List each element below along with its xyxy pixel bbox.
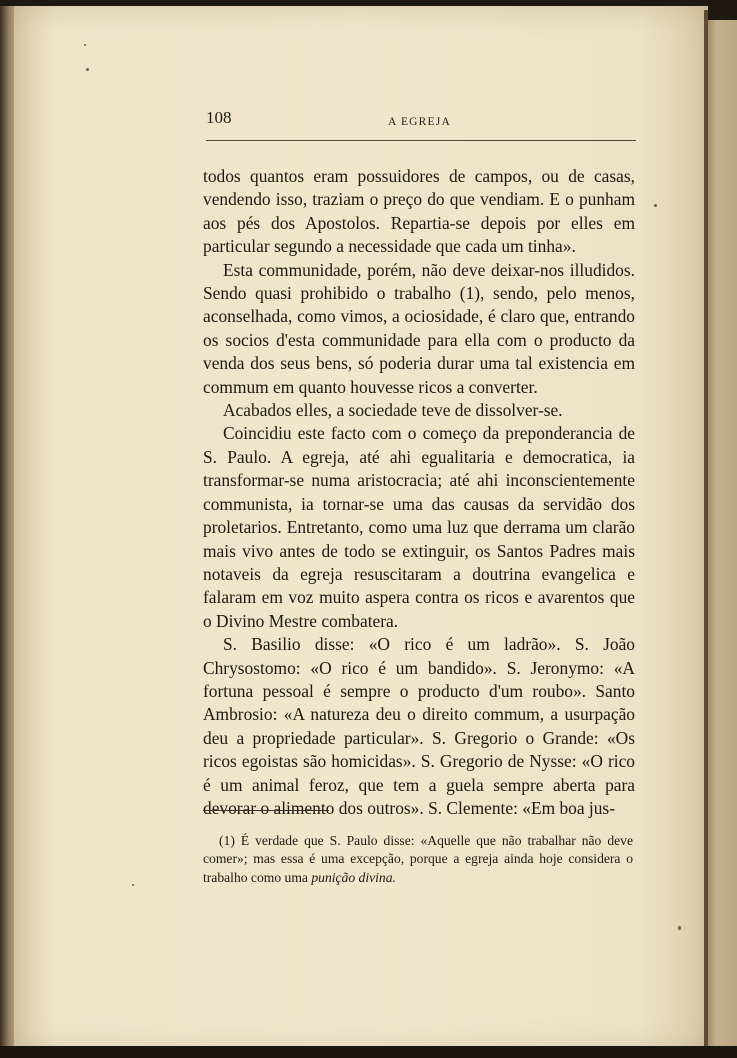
adjacent-page-edge — [706, 20, 737, 1050]
paper-speck — [678, 926, 681, 930]
paper-speck — [84, 44, 86, 46]
footnote-marker: (1) — [219, 833, 235, 848]
paragraph: Esta communidade, porém, não deve deixar-nos illudidos. Sendo quasi prohibido o trabalho (1), sendo, pelo menos, aconselhada, como vimos, a ociosidade, é claro que, entrando os socios d'esta communidade para ella com o producto da venda dos seus bens, só poderia durar uma tal existencia em commum em quanto houvesse ricos a converter. — [203, 259, 635, 397]
footnote-emphasis: punição divina. — [311, 869, 396, 885]
paragraph: S. Basilio disse: «O rico é um ladrão». S. João Chrysostomo: «O rico é um bandido». S. Jeronymo: «A fortuna pessoal é sempre o producto d'um roubo». Santo Ambrosio: «A natureza deu o direito commum, a usurpação deu a propriedade particular». S. Gregorio o Grande: «Os ricos egoistas são homicidas». S. Gregorio de Nysse: «O rico é um animal feroz, que tem a guela sempre aberta para devorar o alimento dos outros». S. Clemente: «Em boa jus- — [203, 634, 635, 818]
body-text — [203, 165, 635, 820]
paragraph: Coincidiu este facto com o começo da preponderancia de S. Paulo. A egreja, até ahi egualitaria e democratica, ia transformar-se numa aristocracia; até ahi inconscientemente communista, ia tornar-se uma das causas da servidão dos proletarios. Entretanto, como uma luz que derrama um clarão mais vivo antes de todo se extinguir, os Santos Padres mais notaveis da egreja resuscitaram a doutrina evangelica e falaram em voz muito aspera contra os ricos e avarentos que o Divino Mestre combatera. — [203, 423, 635, 631]
footnote — [203, 832, 633, 887]
page-number: 108 — [206, 108, 232, 127]
header-rule — [206, 140, 636, 141]
paragraph-continued: todos quantos eram possuidores de campos, ou de casas, vendendo isso, traziam o preço do que vendiam. E o punham aos pés dos Apostolos. Repartia-se depois por elles em particular segundo a necessidade que cada um tinha». — [203, 166, 635, 257]
page-header — [206, 108, 636, 142]
scan-bottom-border — [0, 1046, 737, 1058]
paper-speck — [86, 68, 89, 71]
paragraph: Acabados elles, a sociedade teve de dissolver-se. — [223, 400, 563, 421]
footnote-rule — [203, 810, 329, 811]
running-head: A EGREJA — [388, 116, 451, 128]
footnote-text: É verdade que S. Paulo disse: «Aquelle que não trabalhar não deve comer»; mas essa é uma excepção, porque a egreja ainda hoje considera o trabalho como uma — [203, 833, 633, 885]
paper-speck — [654, 204, 657, 207]
paper-speck — [132, 884, 134, 886]
page-gutter-shadow — [704, 10, 708, 1050]
